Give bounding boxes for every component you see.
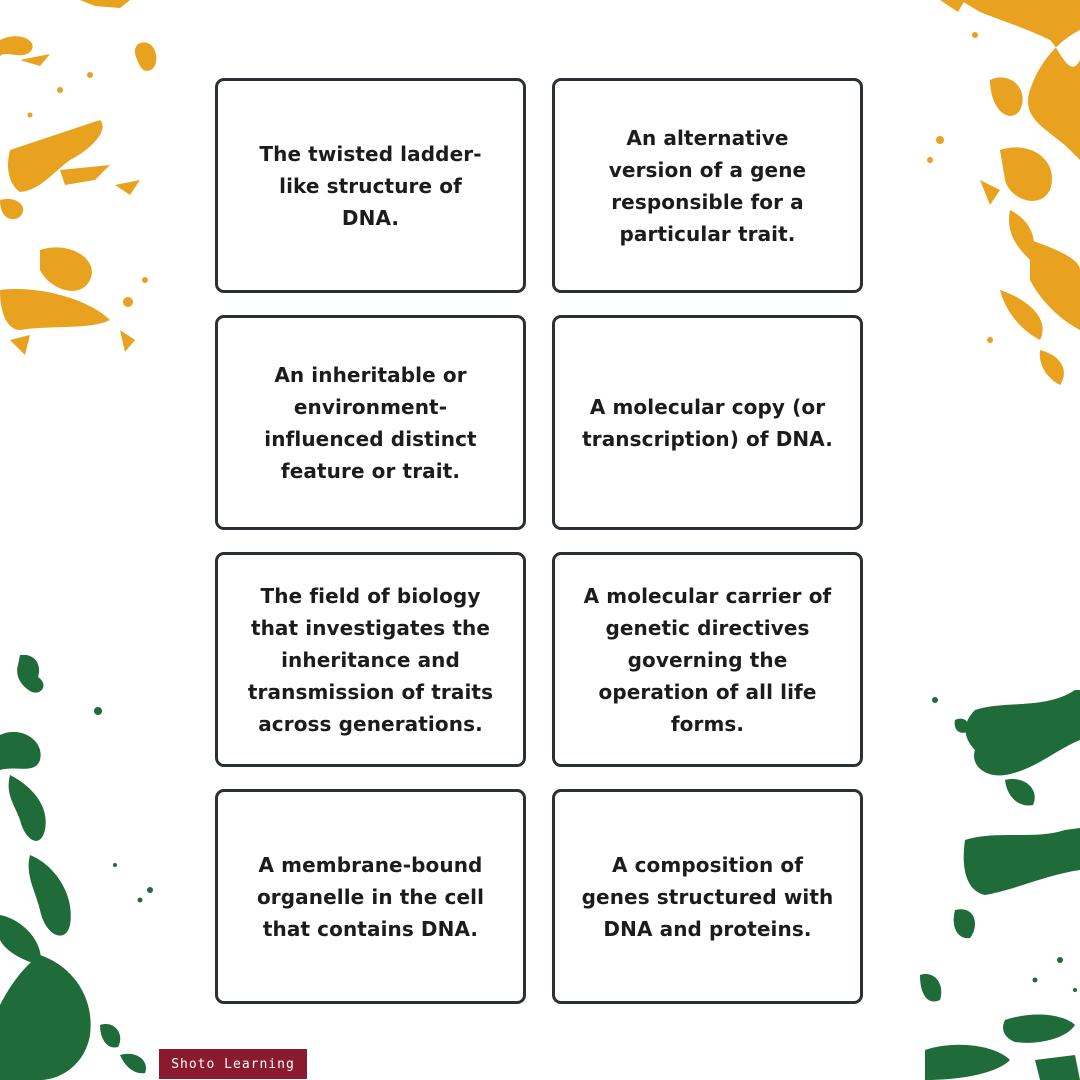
definition-card[interactable] bbox=[215, 789, 526, 1004]
definition-card[interactable] bbox=[552, 315, 863, 530]
card-text: A composition of genes structured with DNA and proteins. bbox=[581, 852, 834, 941]
brand-label: Shoto Learning bbox=[159, 1049, 307, 1079]
definition-card[interactable] bbox=[552, 789, 863, 1004]
card-text: A molecular carrier of genetic directives governing the operation of all life forms. bbox=[583, 583, 832, 736]
card-text: An alternative version of a gene responsible for a particular trait. bbox=[608, 125, 807, 246]
definition-card[interactable] bbox=[552, 78, 863, 293]
card-grid bbox=[215, 78, 863, 1002]
definition-card[interactable] bbox=[215, 78, 526, 293]
card-text: The field of biology that investigates the inheritance and transmission of traits across generations. bbox=[247, 583, 494, 736]
definition-card[interactable] bbox=[215, 552, 526, 767]
card-text: A molecular copy (or transcription) of DNA. bbox=[582, 394, 833, 451]
card-text: A membrane-bound organelle in the cell that contains DNA. bbox=[256, 852, 485, 941]
card-text: An inheritable or environment-influenced distinct feature or trait. bbox=[264, 362, 477, 483]
definition-card[interactable] bbox=[552, 552, 863, 767]
green-splatter-bottom-right bbox=[915, 680, 1080, 1080]
orange-splatter-top-right bbox=[920, 0, 1080, 395]
definition-card[interactable] bbox=[215, 315, 526, 530]
card-text: The twisted ladder-like structure of DNA. bbox=[259, 141, 482, 230]
green-splatter-bottom-left bbox=[0, 655, 160, 1080]
orange-splatter-top-left bbox=[0, 0, 170, 370]
